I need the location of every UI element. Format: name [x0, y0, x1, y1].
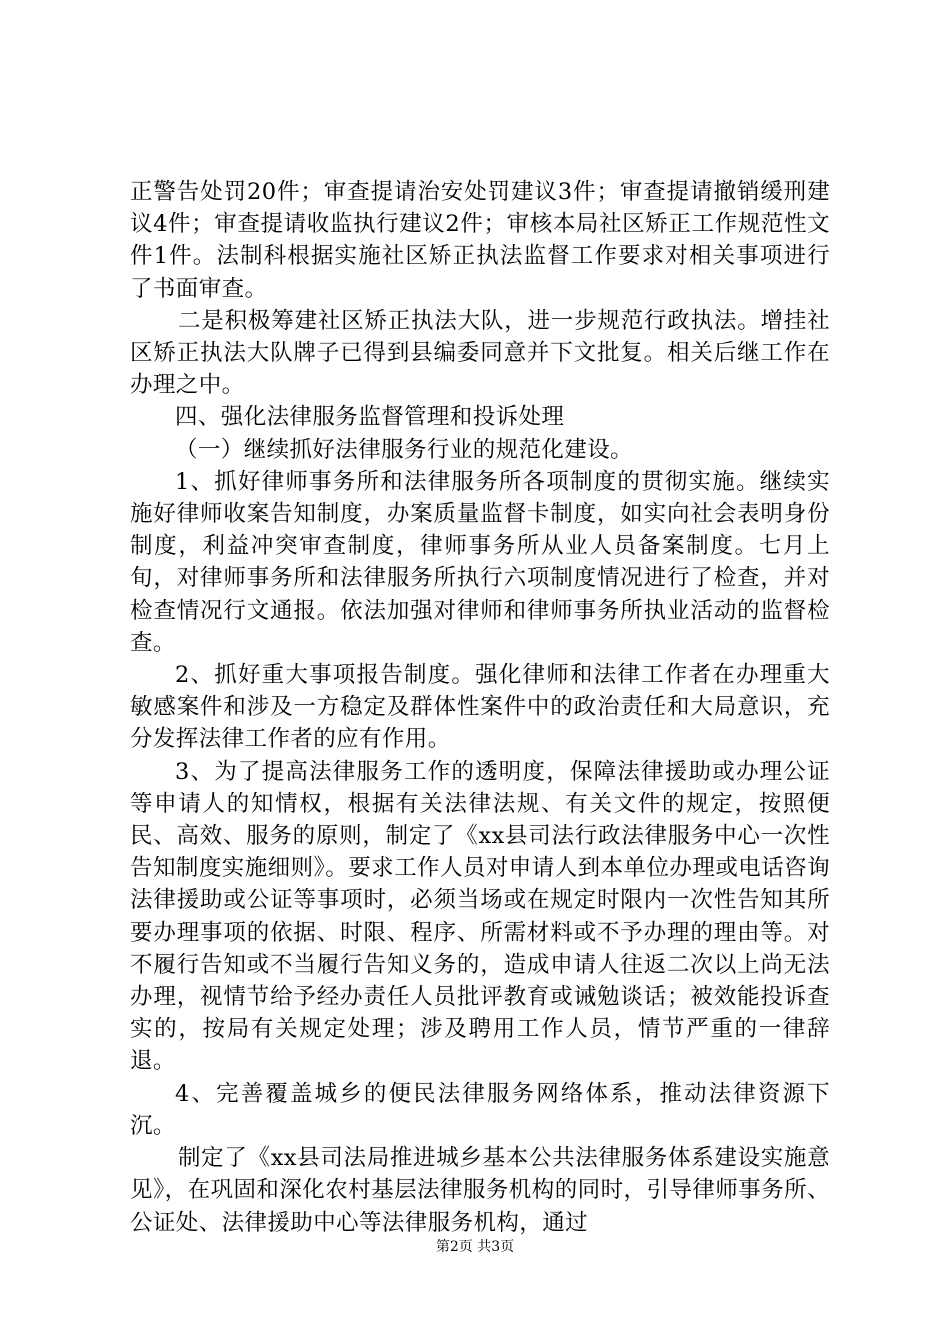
paragraph-item-2: 2、抓好重大事项报告制度。强化律师和法律工作者在办理重大敏感案件和涉及一方稳定及群体性案件中的政治责任和大局意识，充分发挥法律工作者的应有作用。 — [130, 662, 830, 753]
paragraph-item-1: 1、抓好律师事务所和法律服务所各项制度的贯彻实施。继续实施好律师收案告知制度，办案质量监督卡制度，如实向社会表明身份制度，利益冲突审查制度，律师事务所从业人员备案制度。七月上旬，对律师事务所和法律服务所执行六项制度情况进行了检查，并对检查情况行文通报。依法加强对律师和律师事务所执业活动的监督检查。 — [130, 468, 830, 656]
paragraph-item-4: 4、完善覆盖城乡的便民法律服务网络体系，推动法律资源下沉。 — [130, 1080, 830, 1139]
paragraph-item-3: 3、为了提高法律服务工作的透明度，保障法律援助或办理公证等申请人的知情权，根据有关法律法规、有关文件的规定，按照便民、高效、服务的原则，制定了《xx县司法行政法律服务中心一次性告知制度实施细则》。要求工作人员对申请人到本单位办理或电话咨询法律援助或公证等事项时，必须当场或在规定时限内一次性告知其所要办理事项的依据、时限、程序、所需材料或不予办理的理由等。对不履行告知或不当履行告知义务的，造成申请人往返二次以上尚无法办理，视情节给予经办责任人员批评教育或诫勉谈话；被效能投诉查实的，按局有关规定处理；涉及聘用工作人员，情节严重的一律辞退。 — [130, 758, 830, 1075]
page-footer: 第2页 共3页 — [435, 1239, 515, 1255]
section-heading-4: 四、强化法律服务监督管理和投诉处理 — [175, 404, 565, 431]
paragraph-2: 二是积极筹建社区矫正执法大队，进一步规范行政执法。增挂社区矫正执法大队牌子已得到县编委同意并下文批复。相关后继工作在办理之中。 — [130, 307, 830, 399]
paragraph-1: 正警告处罚20件；审查提请治安处罚建议3件；审查提请撤销缓刑建议4件；审查提请收监执行建议2件；审核本局社区矫正工作规范性文件1件。法制科根据实施社区矫正执法监督工作要求对相关事项进行了书面审查。 — [130, 179, 830, 302]
document-body — [130, 176, 830, 1239]
paragraph-final: 制定了《xx县司法局推进城乡基本公共法律服务体系建设实施意见》，在巩固和深化农村基层法律服务机构的同时，引导律师事务所、公证处、法律援助中心等法律服务机构，通过 — [130, 1145, 830, 1236]
subsection-heading-1: （一）继续抓好法律服务行业的规范化建设。 — [175, 436, 634, 463]
